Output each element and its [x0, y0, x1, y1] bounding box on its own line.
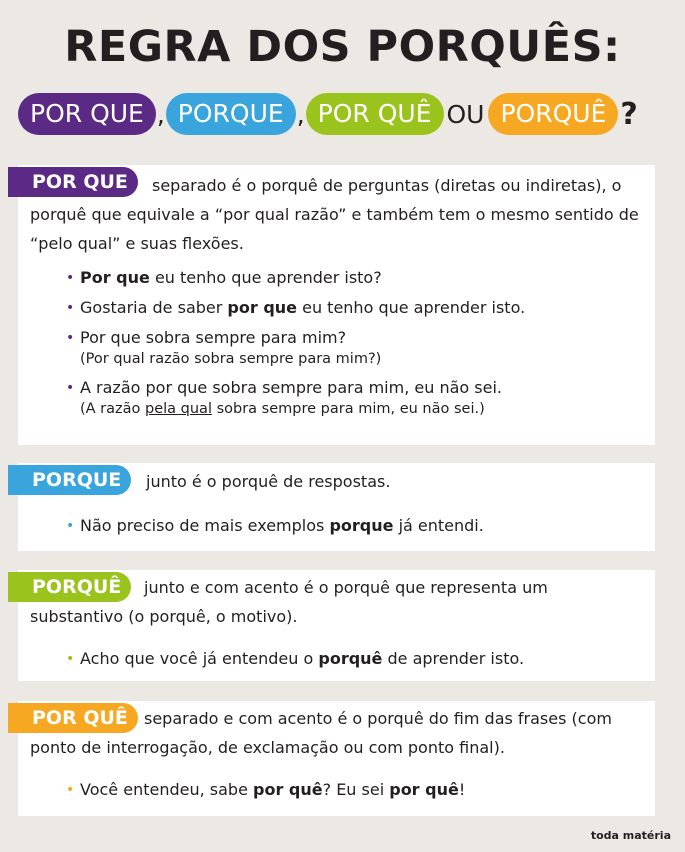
list-item: • Por que eu tenho que aprender isto? — [66, 268, 382, 287]
bullet-icon: • — [66, 270, 75, 286]
question-mark: ? — [620, 96, 638, 132]
section-description: junto é o porquê de respostas. — [146, 472, 391, 491]
subtitle — [18, 92, 638, 136]
example-list — [66, 515, 641, 545]
section-label: PORQUÊ — [8, 572, 131, 602]
list-item: • Acho que você já entendeu o porquê de aprender isto. — [66, 649, 525, 668]
list-item: • Por que sobra sempre para mim? (Por qual razão sobra sempre para mim?) — [66, 327, 641, 369]
example-list — [66, 267, 641, 427]
list-item: • A razão por que sobra sempre para mim, eu não sei. (A razão pela qual sobra sempre para mim, eu não sei.) — [66, 377, 641, 419]
bullet-icon: • — [66, 300, 75, 316]
section-label: POR QUE — [8, 167, 138, 197]
comma: , — [156, 99, 165, 129]
section-por-que-acento — [18, 701, 655, 816]
list-item: • Gostaria de saber por que eu tenho que aprender isto. — [66, 298, 526, 317]
list-item: • Não preciso de mais exemplos porque já entendi. — [66, 516, 484, 535]
section-description: separado e com acento é o porquê do fim das frases (com ponto de interrogação, de exclamação ou com ponto final). — [30, 709, 612, 757]
section-label: POR QUÊ — [8, 703, 138, 733]
brand-logo: toda matéria — [590, 829, 671, 842]
bullet-icon: • — [66, 651, 75, 667]
pill-por-que-acento: POR QUÊ — [306, 93, 444, 135]
section-description: junto e com acento é o porquê que representa um substantivo (o porquê, o motivo). — [30, 578, 548, 626]
section-porque-acento — [18, 570, 655, 681]
section-label: PORQUE — [8, 465, 131, 495]
pill-porque: PORQUE — [166, 93, 296, 135]
bullet-icon: • — [66, 518, 75, 534]
example-list — [66, 648, 641, 678]
list-item: • Você entendeu, sabe por quê? Eu sei por quê! — [66, 780, 466, 799]
or-word: OU — [446, 99, 485, 129]
example-note: (A razão pela qual sobra sempre para mim, eu não sei.) — [80, 401, 485, 417]
comma: , — [296, 99, 305, 129]
section-description: separado é o porquê de perguntas (diretas ou indiretas), o porquê que equivale a “por qual razão” e também tem o mesmo sentido de “pelo qual” e suas flexões. — [30, 176, 639, 253]
pill-porque-acento: PORQUÊ — [488, 93, 618, 135]
bullet-icon: • — [66, 782, 75, 798]
example-list — [66, 779, 641, 809]
bullet-icon: • — [66, 330, 75, 346]
bullet-icon: • — [66, 380, 75, 396]
section-porque — [18, 463, 655, 551]
page-title: REGRA DOS PORQUÊS: — [64, 22, 621, 72]
section-por-que — [18, 165, 655, 445]
pill-por-que: POR QUE — [18, 93, 156, 135]
example-note: (Por qual razão sobra sempre para mim?) — [80, 351, 382, 367]
